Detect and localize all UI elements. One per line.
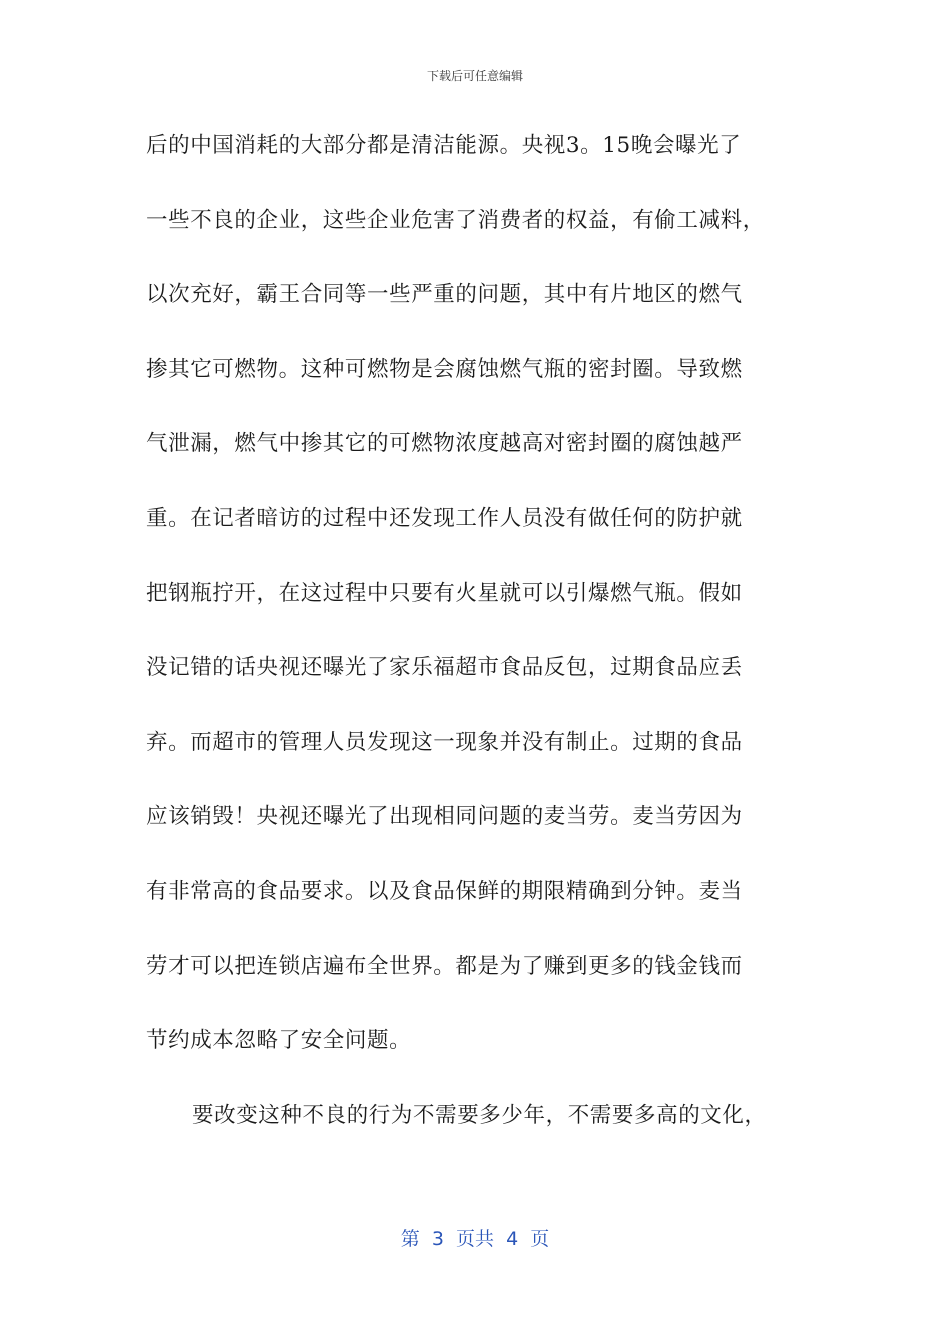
document-body: [146, 124, 810, 1168]
text-line: 弃。而超市的管理人员发现这一现象并没有制止。过期的食品: [146, 729, 743, 755]
text-line: 有非常高的食品要求。以及食品保鲜的期限精确到分钟。麦当: [146, 878, 743, 904]
text-line: 掺其它可燃物。这种可燃物是会腐蚀燃气瓶的密封圈。导致燃: [146, 356, 743, 382]
text-line: 后的中国消耗的大部分都是清洁能源。央视3。15晚会曝光了: [146, 133, 742, 158]
page-header-note: 下载后可任意编辑: [426, 69, 523, 83]
text-line: 劳才可以把连锁店遍布全世界。都是为了赚到更多的钱金钱而: [146, 953, 743, 979]
text-line: 没记错的话央视还曝光了家乐福超市食品反包，过期食品应丢: [146, 655, 743, 681]
text-line: 一些不良的企业，这些企业危害了消费者的权益，有偷工减料，: [146, 207, 765, 233]
text-line: 应该销毁！央视还曝光了出现相同问题的麦当劳。麦当劳因为: [146, 804, 743, 830]
text-line: 节约成本忽略了安全问题。: [146, 1028, 412, 1054]
text-line: 气泄漏，燃气中掺其它的可燃物浓度越高对密封圈的腐蚀越严: [146, 431, 743, 457]
page-number-footer: 第 3 页共 4 页: [400, 1228, 550, 1250]
text-line: 以次充好，霸王合同等一些严重的问题，其中有片地区的燃气: [146, 282, 743, 308]
text-line: 把钢瓶拧开，在这过程中只要有火星就可以引爆燃气瓶。假如: [146, 580, 743, 606]
text-line: 重。在记者暗访的过程中还发现工作人员没有做任何的防护就: [146, 505, 743, 531]
paragraph-start-line: 要改变这种不良的行为不需要多少年，不需要多高的文化，: [192, 1102, 767, 1128]
